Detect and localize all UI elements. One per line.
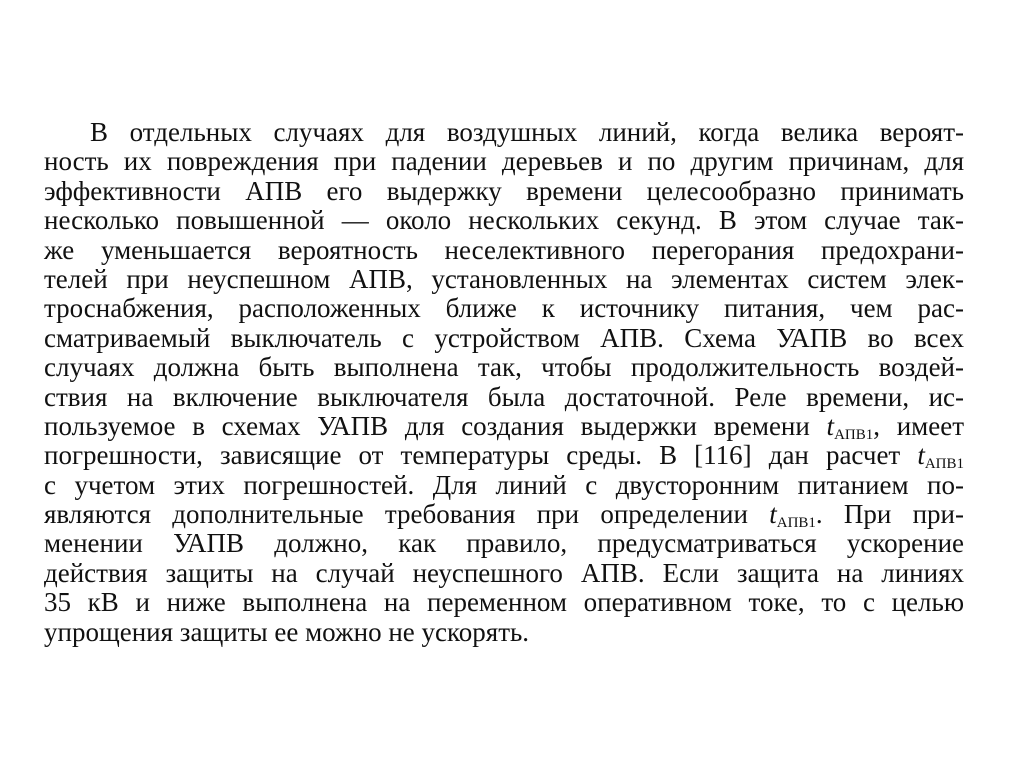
text-line: В отдельных случаях для воздушных линий, когда велика вероят- (90, 117, 964, 147)
text-line: случаях должна быть выполнена так, чтобы продолжительность воздей- (44, 352, 964, 383)
variable-subscript: АПВ1 (924, 456, 965, 473)
text-line: упрощения защиты ее можно не ускорять. (44, 616, 530, 647)
text-line (44, 499, 964, 532)
text-line: 35 кВ и ниже выполнена на переменном оперативном токе, то с целью (44, 587, 964, 618)
text-line: ность их повреждения при падении деревьев и по другим причинам, для (44, 146, 964, 177)
text-line: троснабжения, расположенных ближе к источнику питания, чем рас- (44, 293, 964, 324)
text-line (44, 440, 965, 473)
text-line: ствия на включение выключателя была достаточной. Реле времени, ис- (44, 381, 964, 412)
text-segment: пользуемое в схемах УАПВ для создания выдержки времени (44, 410, 810, 441)
text-segment: , имеет (873, 410, 964, 441)
variable-subscript: АПВ1 (776, 515, 816, 532)
text-segment: погрешности, зависящие от температуры среды. В [116] дан расчет (44, 440, 901, 471)
text-line: менении УАПВ должно, как правило, предусматриваться ускорение (44, 528, 964, 559)
text-line: с учетом этих погрешностей. Для линий с двусторонним питанием по- (44, 469, 964, 500)
variable-symbol: t (826, 410, 835, 441)
text-line: сматриваемый выключатель с устройством АПВ. Схема УАПВ во всех (44, 322, 964, 353)
text-segment: являются дополнительные требования при определении (44, 499, 748, 530)
text-line (44, 412, 964, 441)
text-line: эффективности АПВ его выдержку времени целесообразно принимать (44, 175, 964, 206)
text-line: действия защиты на случай неуспешного АПВ. Если защита на линиях (44, 557, 964, 588)
paragraph (44, 118, 964, 647)
math-variable (917, 440, 965, 473)
text-segment: . При при- (815, 499, 964, 530)
text-line: же уменьшается вероятность неселективного перегорания предохрани- (44, 234, 964, 265)
math-variable (827, 411, 874, 441)
variable-subscript: АПВ1 (834, 426, 874, 443)
variable-symbol: t (769, 499, 777, 530)
text-line: телей при неуспешном АПВ, установленных на элементах систем элек- (44, 263, 964, 294)
variable-symbol: t (917, 440, 925, 471)
math-variable (769, 499, 816, 532)
text-line: несколько повышенной — около нескольких секунд. В этом случае так- (44, 205, 964, 236)
